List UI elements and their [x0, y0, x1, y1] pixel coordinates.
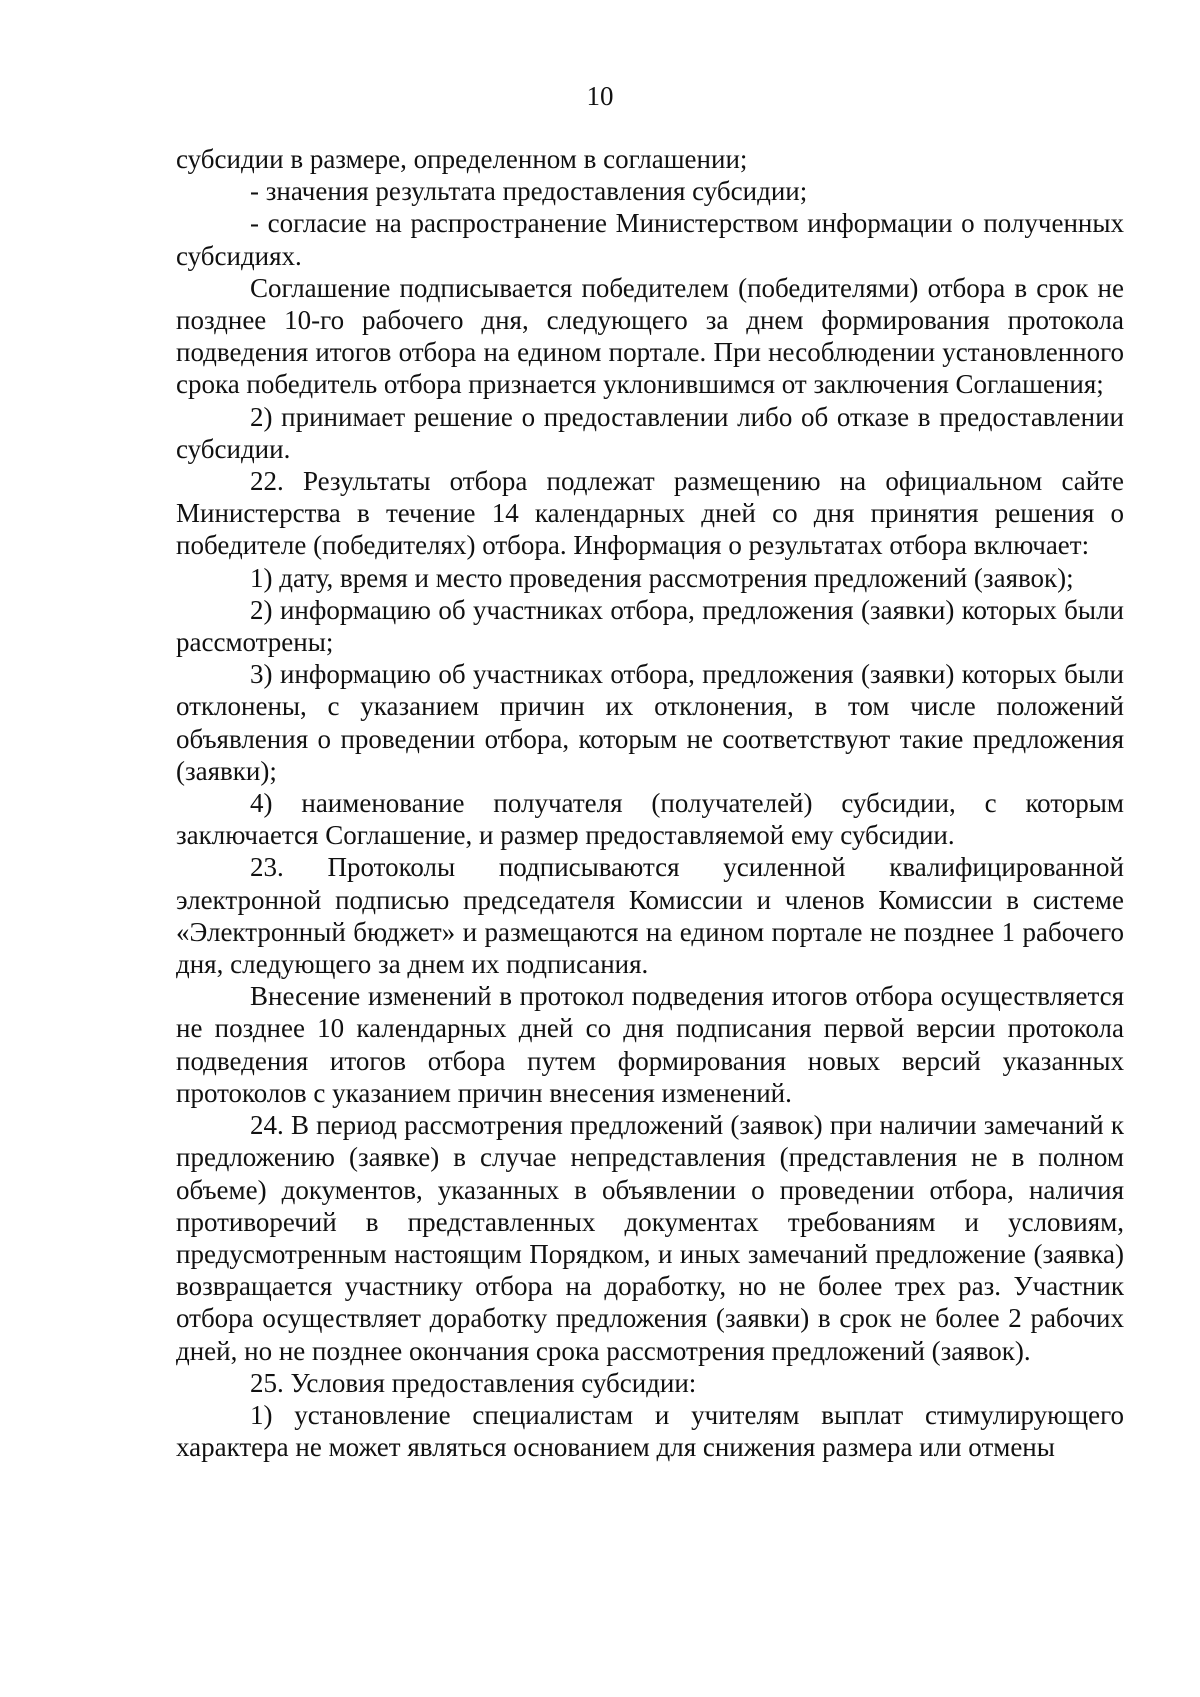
paragraph-agreement-signing: Соглашение подписывается победителем (победителями) отбора в срок не позднее 10-го рабочего дня, следующего за днем формирования протокола подведения итогов отбора на едином портале. При несоблюдении установленного срока победитель отбора признается уклонившимся от заключения Соглашения; [176, 272, 1124, 400]
page-number: 10 [586, 81, 614, 111]
paragraph-clause-22: 22. Результаты отбора подлежат размещению на официальном сайте Министерства в течение 14 календарных дней со дня принятия решения о победителе (победителях) отбора. Информация о результатах отбора включает: [176, 466, 1124, 561]
paragraph-consent: - согласие на распространение Министерством информации о полученных субсидиях. [176, 208, 1124, 271]
paragraph-clause-22-item-2: 2) информацию об участниках отбора, предложения (заявки) которых были рассмотрены; [176, 594, 1124, 658]
paragraph-protocol-changes: Внесение изменений в протокол подведения итогов отбора осуществляется не позднее 10 календарных дней со дня подписания первой версии протокола подведения итогов отбора путем формирования новых версий указанных протоколов с указанием причин внесения изменений. [176, 981, 1124, 1108]
paragraph-clause-25: 25. Условия предоставления субсидии: [250, 1367, 697, 1398]
paragraph-clause-23: 23. Протоколы подписываются усиленной квалифицированной электронной подписью председателя Комиссии и членов Комиссии в системе «Электронный бюджет» и размещаются на едином портале не позднее 1 рабочего дня, следующего за днем их подписания. [176, 852, 1124, 980]
paragraph-item-2-decision: 2) принимает решение о предоставлении либо об отказе в предоставлении субсидии. [176, 401, 1124, 464]
paragraph-result-values: - значения результата предоставления субсидии; [250, 176, 808, 207]
paragraph-clause-22-item-4: 4) наименование получателя (получателей) субсидии, с которым заключается Соглашение, и размер предоставляемой ему субсидии. [176, 788, 1124, 851]
paragraph-clause-22-item-3: 3) информацию об участниках отбора, предложения (заявки) которых были отклонены, с указанием причин их отклонения, в том числе положений объявления о проведении отбора, которым не соответствуют такие предложения (заявки); [176, 659, 1124, 786]
paragraph-clause-25-item-1: 1) установление специалистам и учителям выплат стимулирующего характера не может являться основанием для снижения размера или отмены [176, 1399, 1124, 1463]
document-body [176, 143, 1124, 1463]
paragraph-clause-24: 24. В период рассмотрения предложений (заявок) при наличии замечаний к предложению (заявке) в случае непредставления (представления не в полном объеме) документов, указанных в объявлении о проведении отбора, наличия противоречий в представленных документах требованиям и условиям, предусмотренным настоящим Порядком, и иных замечаний предложение (заявка) возвращается участнику отбора на доработку, но не более трех раз. Участник отбора осуществляет доработку предложения (заявки) в срок не более 2 рабочих дней, но не позднее окончания срока рассмотрения предложений (заявок). [176, 1110, 1124, 1366]
paragraph-clause-22-item-1: 1) дату, время и место проведения рассмотрения предложений (заявок); [250, 562, 1074, 593]
paragraph-subsidy-amount: субсидии в размере, определенном в соглашении; [176, 144, 748, 174]
